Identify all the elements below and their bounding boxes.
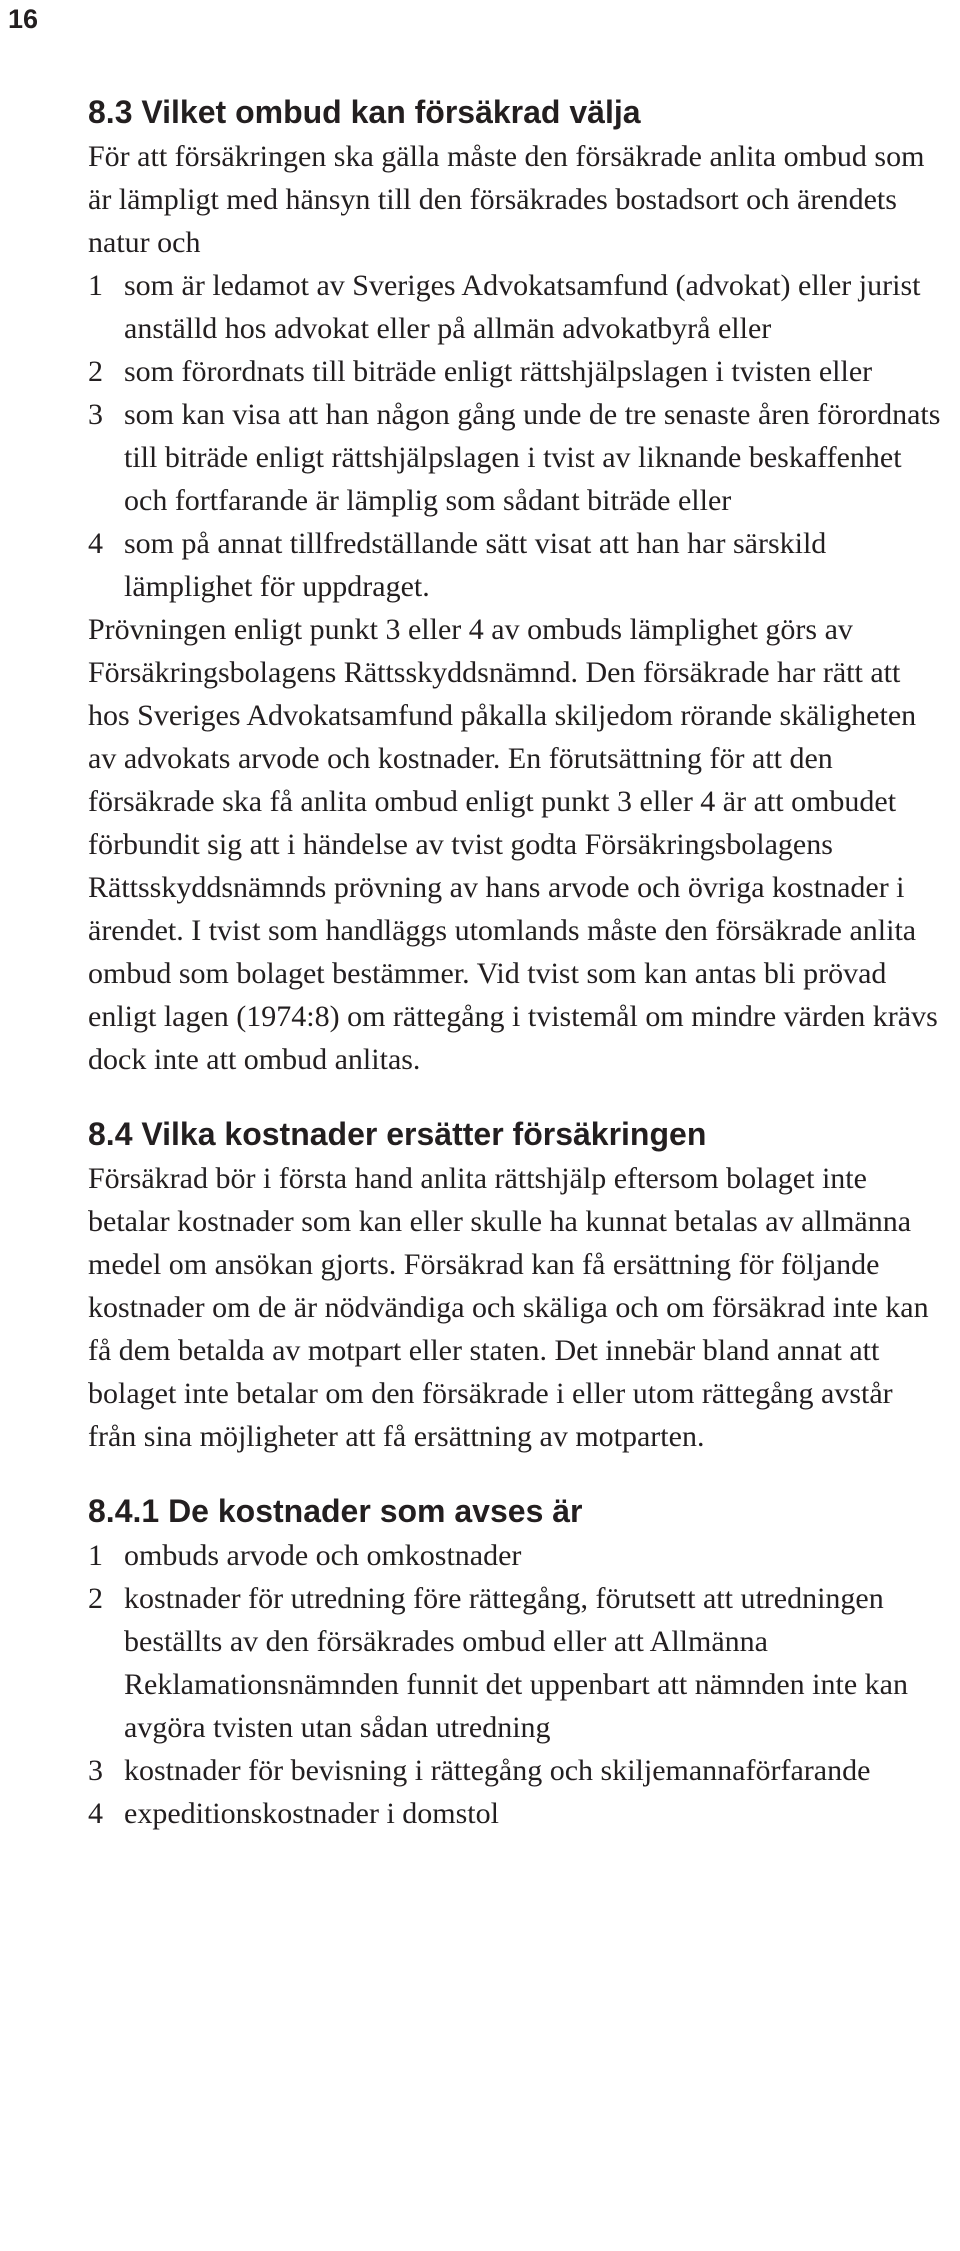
- numbered-list: [88, 1534, 948, 1835]
- list-item-number: 2: [88, 1582, 103, 1615]
- list-item-number: 3: [88, 398, 103, 431]
- paragraph: För att försäkringen ska gälla måste den försäkrade anlita ombud som är lämpligt med hänsyn till den försäkrades bostadsort och ärendets natur och: [88, 140, 925, 259]
- numbered-list: [88, 264, 948, 608]
- section-8-3: [88, 89, 948, 1081]
- list-item-text: som kan visa att han någon gång unde de tre senaste åren förordnats till biträde enligt rättshjälpslagen i tvist av liknande beskaffenhet och fortfarande är lämplig som sådant biträde eller: [124, 398, 941, 517]
- document-body: [88, 89, 948, 1835]
- list-item-text: som förordnats till biträde enligt rättshjälpslagen i tvisten eller: [124, 355, 873, 388]
- list-item-number: 1: [88, 269, 103, 302]
- section-heading: 8.4 Vilka kostnader ersätter försäkringen: [88, 1116, 707, 1152]
- list-item: [88, 522, 948, 608]
- list-item-text: som på annat tillfredställande sätt visat att han har särskild lämplighet för uppdraget.: [124, 527, 827, 603]
- list-item-text: kostnader för utredning före rättegång, förutsett att utredningen beställts av den försäkrades ombud eller att Allmänna Reklamationsnämnden funnit det uppenbart att nämnden inte kan avgöra tvisten utan sådan utredning: [124, 1582, 908, 1744]
- list-item: [88, 1577, 948, 1749]
- list-item: [88, 393, 948, 522]
- list-item-text: ombuds arvode och omkostnader: [124, 1539, 522, 1572]
- section-heading: 8.4.1 De kostnader som avses är: [88, 1493, 583, 1529]
- list-item: [88, 1792, 948, 1835]
- list-item: [88, 264, 948, 350]
- list-item: [88, 350, 948, 393]
- list-item-text: kostnader för bevisning i rättegång och skiljemannaförfarande: [124, 1754, 871, 1787]
- page-number: 16: [8, 4, 39, 34]
- paragraph: Prövningen enligt punkt 3 eller 4 av ombuds lämplighet görs av Försäkringsbolagens Rättsskyddsnämnd. Den försäkrade har rätt att hos Sveriges Advokatsamfund påkalla skiljedom rörande skäligheten av advokats arvode och kostnader. En förutsättning för att den försäkrade ska få anlita ombud enligt punkt 3 eller 4 är att ombudet förbundit sig att i händelse av tvist godta Försäkringsbolagens Rättsskyddsnämnds prövning av hans arvode och övriga kostnader i ärendet. I tvist som handläggs utomlands måste den försäkrade anlita ombud som bolaget bestämmer. Vid tvist som kan antas bli prövad enligt lagen (1974:8) om rättegång i tvistemål om mindre värden krävs dock inte att ombud anlitas.: [88, 613, 938, 1076]
- list-item: [88, 1534, 948, 1577]
- section-heading: 8.3 Vilket ombud kan försäkrad välja: [88, 94, 641, 130]
- section-8-4-1: [88, 1488, 948, 1835]
- list-item-number: 4: [88, 527, 103, 560]
- list-item-text: expeditionskostnader i domstol: [124, 1797, 499, 1830]
- list-item: [88, 1749, 948, 1792]
- list-item-number: 2: [88, 355, 103, 388]
- list-item-text: som är ledamot av Sveriges Advokatsamfund (advokat) eller jurist anställd hos advokat eller på allmän advokatbyrå eller: [124, 269, 921, 345]
- paragraph: Försäkrad bör i första hand anlita rättshjälp eftersom bolaget inte betalar kostnader som kan eller skulle ha kunnat betalas av allmänna medel om ansökan gjorts. Försäkrad kan få ersättning för följande kostnader om de är nödvändiga och skäliga och om försäkrad inte kan få dem betalda av motpart eller staten. Det innebär bland annat att bolaget inte betalar om den försäkrade i eller utom rättegång avstår från sina möjligheter att få ersättning av motparten.: [88, 1162, 929, 1453]
- section-8-4: [88, 1111, 948, 1458]
- list-item-number: 4: [88, 1797, 103, 1830]
- list-item-number: 3: [88, 1754, 103, 1787]
- list-item-number: 1: [88, 1539, 103, 1572]
